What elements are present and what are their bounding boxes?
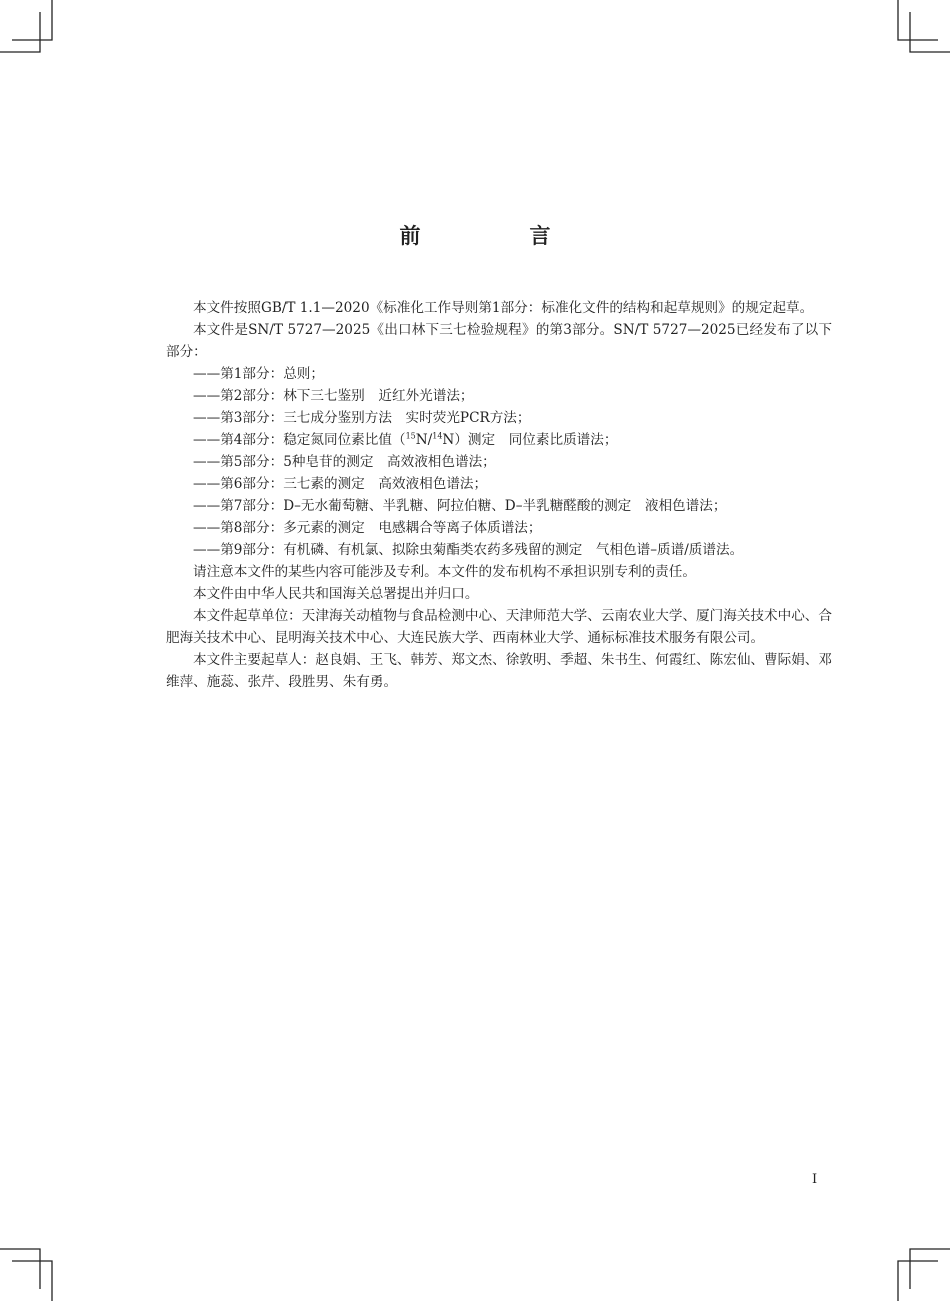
paragraph: 本文件起草单位：天津海关动植物与食品检测中心、天津师范大学、云南农业大学、厦门海关技术中心、合肥海关技术中心、昆明海关技术中心、大连民族大学、西南林业大学、通标标准技术服务有限公司。 xyxy=(166,608,832,646)
foreword-body xyxy=(166,297,832,693)
paragraph: 本文件按照GB/T 1.1—2020《标准化工作导则第1部分：标准化文件的结构和起草规则》的规定起草。 xyxy=(193,300,814,316)
list-item: ——第1部分：总则； xyxy=(193,366,324,382)
list-item: ——第5部分：5种皂苷的测定 高效液相色谱法； xyxy=(193,454,496,470)
list-item: ——第4部分：稳定氮同位素比值（$^{15}$N/$^{14}$N）测定 同位素比质谱法； xyxy=(193,431,618,448)
list-item: ——第8部分：多元素的测定 电感耦合等离子体质谱法； xyxy=(193,520,542,536)
crop-mark-top-left xyxy=(0,0,52,52)
paragraph: 请注意本文件的某些内容可能涉及专利。本文件的发布机构不承担识别专利的责任。 xyxy=(193,564,696,580)
crop-mark-top-right xyxy=(898,0,950,52)
list-item: ——第7部分：D–无水葡萄糖、半乳糖、阿拉伯糖、D–半乳糖醛酸的测定 液相色谱法； xyxy=(193,498,727,514)
crop-mark-bottom-left xyxy=(0,1249,52,1301)
list-item: ——第9部分：有机磷、有机氯、拟除虫菊酯类农药多残留的测定 气相色谱–质谱/质谱法。 xyxy=(193,542,744,558)
paragraph: 本文件由中华人民共和国海关总署提出并归口。 xyxy=(193,586,479,602)
paragraph: 本文件是SN/T 5727—2025《出口林下三七检验规程》的第3部分。SN/T 5727—2025已经发布了以下部分： xyxy=(166,322,832,360)
page-number: I xyxy=(812,1172,818,1187)
crop-mark-bottom-right xyxy=(898,1249,950,1301)
list-item: ——第2部分：林下三七鉴别 近红外光谱法； xyxy=(193,388,474,404)
list-item: ——第3部分：三七成分鉴别方法 实时荧光PCR方法； xyxy=(193,410,531,426)
paragraph: 本文件主要起草人：赵良娟、王飞、韩芳、郑文杰、徐敦明、季超、朱书生、何霞红、陈宏仙、曹际娟、邓维萍、施蕊、张芹、段胜男、朱有勇。 xyxy=(166,652,832,690)
list-item: ——第6部分：三七素的测定 高效液相色谱法； xyxy=(193,476,488,492)
page-title: 前 言 xyxy=(399,224,595,248)
